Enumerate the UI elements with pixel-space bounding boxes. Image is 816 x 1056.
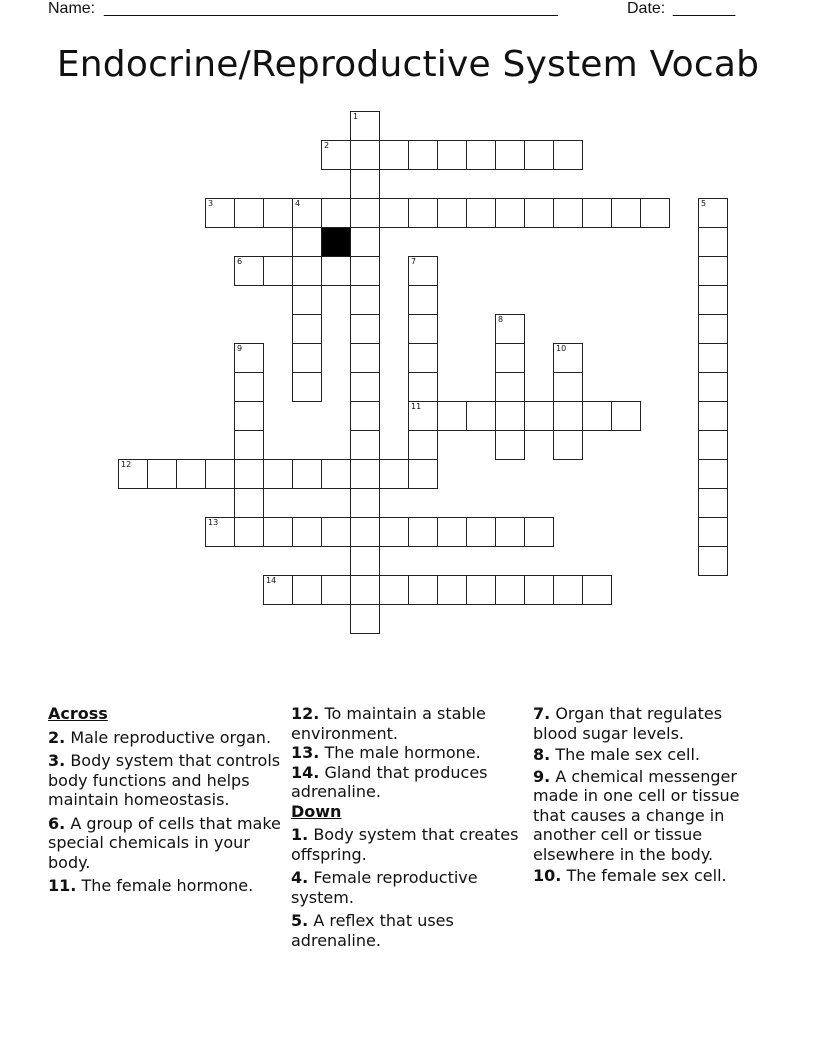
crossword-cell[interactable] bbox=[553, 430, 583, 460]
clues-column-1 bbox=[48, 704, 284, 900]
crossword-cell[interactable] bbox=[234, 372, 264, 402]
crossword-cell[interactable] bbox=[408, 140, 438, 170]
clue-across-13 bbox=[291, 743, 527, 763]
clue-text: A reflex that uses adrenaline. bbox=[291, 911, 454, 950]
crossword-cell[interactable] bbox=[408, 343, 438, 373]
clue-down-5 bbox=[291, 911, 527, 950]
crossword-cell[interactable] bbox=[698, 401, 728, 431]
crossword-cell[interactable] bbox=[350, 169, 380, 199]
clue-across-14 bbox=[291, 763, 527, 802]
crossword-cell[interactable] bbox=[495, 575, 525, 605]
clue-number: 14. bbox=[291, 762, 320, 782]
crossword-cell[interactable] bbox=[350, 488, 380, 518]
crossword-cell[interactable] bbox=[350, 430, 380, 460]
crossword-cell[interactable] bbox=[321, 256, 351, 286]
crossword-cell[interactable] bbox=[147, 459, 177, 489]
crossword-cell[interactable] bbox=[553, 401, 583, 431]
crossword-cell[interactable] bbox=[466, 198, 496, 228]
crossword-cell[interactable] bbox=[611, 198, 641, 228]
clue-down-7 bbox=[533, 704, 769, 743]
crossword-cell[interactable] bbox=[437, 198, 467, 228]
crossword-cell[interactable] bbox=[234, 517, 264, 547]
clue-number: 7. bbox=[533, 704, 551, 723]
clue-number-label: 9 bbox=[237, 344, 243, 353]
crossword-cell[interactable] bbox=[292, 575, 322, 605]
page-title: Endocrine/Reproductive System Vocab bbox=[56, 44, 760, 85]
crossword-cell[interactable] bbox=[350, 575, 380, 605]
across-heading: Across bbox=[48, 704, 108, 723]
clue-number-label: 3 bbox=[208, 199, 214, 208]
clue-text: Organ that regulates blood sugar levels. bbox=[533, 704, 723, 743]
crossword-cell[interactable] bbox=[205, 517, 235, 547]
crossword-cell[interactable] bbox=[698, 459, 728, 489]
crossword-cell[interactable] bbox=[698, 314, 728, 344]
clue-number-label: 14 bbox=[266, 576, 277, 585]
clue-number: 1. bbox=[291, 825, 309, 844]
clues-column-3 bbox=[533, 704, 769, 890]
clue-number-label: 5 bbox=[701, 199, 707, 208]
crossword-cell[interactable] bbox=[321, 575, 351, 605]
crossword-cell[interactable] bbox=[350, 227, 380, 257]
clues-column-2 bbox=[291, 704, 527, 954]
crossword-cell[interactable] bbox=[524, 140, 554, 170]
crossword-cell[interactable] bbox=[582, 401, 612, 431]
clue-number-label: 13 bbox=[208, 518, 219, 527]
crossword-cell[interactable] bbox=[205, 459, 235, 489]
clue-number: 12. bbox=[291, 704, 320, 723]
clue-number: 3. bbox=[48, 751, 66, 770]
crossword-cell[interactable] bbox=[408, 459, 438, 489]
crossword-cell[interactable] bbox=[524, 517, 554, 547]
clue-across-2 bbox=[48, 728, 284, 748]
crossword-cell[interactable] bbox=[437, 140, 467, 170]
clue-text: The female sex cell. bbox=[566, 866, 727, 885]
clue-number: 6. bbox=[48, 813, 66, 833]
clue-number-label: 7 bbox=[411, 257, 417, 266]
crossword-cell[interactable] bbox=[495, 401, 525, 431]
crossword-cell[interactable] bbox=[263, 459, 293, 489]
crossword-cell[interactable] bbox=[698, 488, 728, 518]
clue-number-label: 1 bbox=[353, 112, 359, 121]
crossword-cell[interactable] bbox=[292, 227, 322, 257]
crossword-cell[interactable] bbox=[553, 198, 583, 228]
crossword-cell[interactable] bbox=[350, 546, 380, 576]
crossword-cell[interactable] bbox=[495, 343, 525, 373]
crossword-cell[interactable] bbox=[408, 401, 438, 431]
clue-number: 10. bbox=[533, 866, 562, 885]
crossword-cell[interactable] bbox=[466, 517, 496, 547]
crossword-cell[interactable] bbox=[553, 372, 583, 402]
clue-down-9 bbox=[533, 767, 769, 865]
date-line: _______ bbox=[673, 0, 736, 17]
crossword-cell[interactable] bbox=[698, 227, 728, 257]
crossword-cell[interactable] bbox=[698, 430, 728, 460]
crossword-cell[interactable] bbox=[698, 517, 728, 547]
crossword-cell[interactable] bbox=[698, 198, 728, 228]
crossword-cell[interactable] bbox=[350, 401, 380, 431]
crossword-cell[interactable] bbox=[234, 459, 264, 489]
crossword-cell[interactable] bbox=[292, 517, 322, 547]
crossword-cell[interactable] bbox=[292, 198, 322, 228]
crossword-cell[interactable] bbox=[379, 140, 409, 170]
clue-text: A chemical messenger made in one cell or tissue that causes a change in another cell or tissue elsewhere in the body. bbox=[533, 766, 740, 864]
crossword-cell[interactable] bbox=[292, 256, 322, 286]
crossword-cell[interactable] bbox=[321, 198, 351, 228]
crossword-cell[interactable] bbox=[437, 575, 467, 605]
clue-text: To maintain a stable environment. bbox=[291, 704, 486, 743]
crossword-cell[interactable] bbox=[321, 517, 351, 547]
crossword-cell[interactable] bbox=[611, 401, 641, 431]
crossword-cell[interactable] bbox=[350, 517, 380, 547]
clue-across-3 bbox=[48, 751, 284, 810]
crossword-cell[interactable] bbox=[408, 256, 438, 286]
down-heading: Down bbox=[291, 801, 342, 821]
crossword-cell[interactable] bbox=[582, 198, 612, 228]
clue-text: Body system that controls body functions and helps maintain homeostasis. bbox=[48, 751, 281, 809]
crossword-cell[interactable] bbox=[234, 198, 264, 228]
clue-text: The male hormone. bbox=[324, 743, 481, 762]
crossword-cell[interactable] bbox=[437, 517, 467, 547]
crossword-cell[interactable] bbox=[495, 198, 525, 228]
crossword-cell[interactable] bbox=[524, 198, 554, 228]
crossword-cell[interactable] bbox=[350, 372, 380, 402]
crossword-cell[interactable] bbox=[698, 372, 728, 402]
crossword-cell[interactable] bbox=[408, 198, 438, 228]
crossword-cell[interactable] bbox=[292, 343, 322, 373]
crossword-cell[interactable] bbox=[263, 575, 293, 605]
clue-text: Male reproductive organ. bbox=[70, 727, 272, 747]
crossword-cell[interactable] bbox=[408, 372, 438, 402]
clue-number: 8. bbox=[533, 745, 551, 764]
crossword-cell[interactable] bbox=[321, 459, 351, 489]
clue-down-4 bbox=[291, 868, 527, 907]
date-label: Date: bbox=[627, 0, 666, 17]
clue-number: 9. bbox=[533, 766, 551, 786]
crossword-cell[interactable] bbox=[205, 198, 235, 228]
clue-number-label: 12 bbox=[121, 460, 132, 469]
crossword-cell[interactable] bbox=[292, 314, 322, 344]
name-line: ___________________________________________________ bbox=[104, 0, 558, 17]
clue-number: 5. bbox=[291, 911, 309, 930]
crossword-cell[interactable] bbox=[263, 256, 293, 286]
clue-text: The male sex cell. bbox=[555, 745, 700, 764]
crossword-cell[interactable] bbox=[553, 343, 583, 373]
name-label: Name: bbox=[48, 0, 96, 17]
crossword-block-cell bbox=[321, 227, 351, 257]
clue-across-6 bbox=[48, 814, 284, 873]
clue-number-label: 2 bbox=[324, 141, 330, 150]
clue-across-12 bbox=[291, 704, 527, 743]
crossword-cell[interactable] bbox=[350, 459, 380, 489]
crossword-cell[interactable] bbox=[263, 517, 293, 547]
crossword-cell[interactable] bbox=[379, 575, 409, 605]
crossword-cell[interactable] bbox=[263, 198, 293, 228]
crossword-cell[interactable] bbox=[379, 198, 409, 228]
crossword-cell[interactable] bbox=[466, 140, 496, 170]
crossword-cell[interactable] bbox=[640, 198, 670, 228]
clue-number-label: 10 bbox=[556, 344, 567, 353]
crossword-cell[interactable] bbox=[350, 343, 380, 373]
crossword-cell[interactable] bbox=[292, 372, 322, 402]
clue-text: Female reproductive system. bbox=[291, 868, 478, 907]
clue-text: Gland that produces adrenaline. bbox=[291, 762, 488, 801]
clue-down-10 bbox=[533, 866, 769, 886]
crossword-cell[interactable] bbox=[350, 256, 380, 286]
crossword-cell[interactable] bbox=[321, 140, 351, 170]
clue-number: 11. bbox=[48, 876, 77, 895]
crossword-cell[interactable] bbox=[379, 459, 409, 489]
crossword-cell[interactable] bbox=[350, 111, 380, 141]
clues-section bbox=[48, 704, 778, 964]
crossword-cell[interactable] bbox=[524, 401, 554, 431]
clue-number-label: 4 bbox=[295, 199, 301, 208]
crossword-cell[interactable] bbox=[350, 140, 380, 170]
clue-number: 2. bbox=[48, 727, 66, 747]
crossword-cell[interactable] bbox=[176, 459, 206, 489]
crossword-cell[interactable] bbox=[524, 575, 554, 605]
crossword-cell[interactable] bbox=[350, 198, 380, 228]
crossword-cell[interactable] bbox=[553, 575, 583, 605]
crossword-cell[interactable] bbox=[118, 459, 148, 489]
crossword-cell[interactable] bbox=[234, 256, 264, 286]
clue-number: 4. bbox=[291, 868, 309, 887]
crossword-cell[interactable] bbox=[495, 140, 525, 170]
clue-across-11 bbox=[48, 876, 284, 896]
crossword-cell[interactable] bbox=[698, 256, 728, 286]
crossword-cell[interactable] bbox=[437, 401, 467, 431]
crossword-cell[interactable] bbox=[408, 575, 438, 605]
crossword-cell[interactable] bbox=[234, 343, 264, 373]
crossword-cell[interactable] bbox=[408, 285, 438, 315]
clue-down-8 bbox=[533, 745, 769, 765]
crossword-cell[interactable] bbox=[466, 575, 496, 605]
crossword-cell[interactable] bbox=[350, 285, 380, 315]
crossword-cell[interactable] bbox=[350, 314, 380, 344]
crossword-cell[interactable] bbox=[292, 285, 322, 315]
crossword-cell[interactable] bbox=[408, 517, 438, 547]
crossword-cell[interactable] bbox=[408, 314, 438, 344]
crossword-cell[interactable] bbox=[466, 401, 496, 431]
crossword-cell[interactable] bbox=[495, 430, 525, 460]
crossword-cell[interactable] bbox=[292, 459, 322, 489]
clue-number-label: 6 bbox=[237, 257, 243, 266]
clue-number: 13. bbox=[291, 743, 320, 762]
crossword-cell[interactable] bbox=[698, 546, 728, 576]
crossword-cell[interactable] bbox=[350, 604, 380, 634]
crossword-cell[interactable] bbox=[553, 140, 583, 170]
clue-text: A group of cells that make special chemicals in your body. bbox=[48, 813, 281, 872]
clue-text: The female hormone. bbox=[81, 876, 254, 895]
clue-number-label: 8 bbox=[498, 315, 504, 324]
crossword-cell[interactable] bbox=[379, 517, 409, 547]
crossword-cell[interactable] bbox=[698, 343, 728, 373]
clue-down-1 bbox=[291, 825, 527, 864]
crossword-cell[interactable] bbox=[234, 488, 264, 518]
clue-number-label: 11 bbox=[411, 402, 422, 411]
crossword-cell[interactable] bbox=[495, 314, 525, 344]
crossword-cell[interactable] bbox=[408, 430, 438, 460]
clue-text: Body system that creates offspring. bbox=[291, 825, 519, 864]
crossword-cell[interactable] bbox=[698, 285, 728, 315]
crossword-cell[interactable] bbox=[495, 517, 525, 547]
crossword-cell[interactable] bbox=[234, 401, 264, 431]
crossword-cell[interactable] bbox=[234, 430, 264, 460]
crossword-cell[interactable] bbox=[582, 575, 612, 605]
crossword-cell[interactable] bbox=[495, 372, 525, 402]
